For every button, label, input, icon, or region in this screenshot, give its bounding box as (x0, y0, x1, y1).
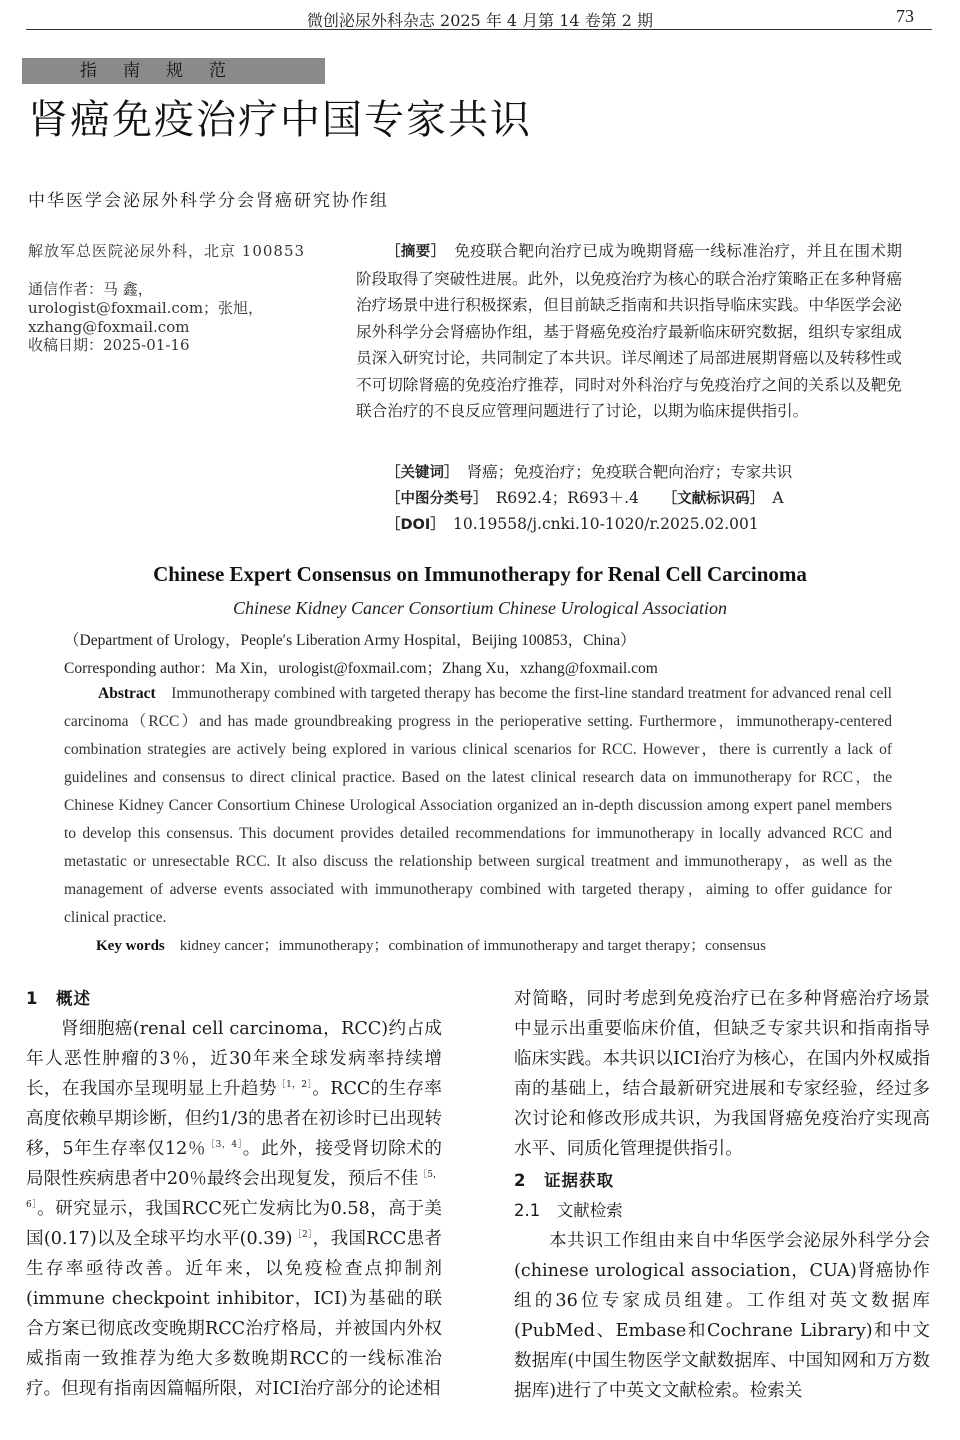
english-keywords-text: kidney cancer；immunotherapy；combination of immunotherapy and target therapy；consensus (179, 938, 766, 954)
author-group: 中华医学会泌尿外科学分会肾癌研究协作组 (28, 191, 389, 211)
keywords-cn (386, 460, 792, 482)
clc-value: R692.4；R693＋.4 (495, 489, 639, 507)
english-abstract-label: Abstract (98, 685, 156, 702)
abstract-cn-text: 免疫联合靶向治疗已成为晚期肾癌一线标准治疗，并且在围术期阶段取得了突破性进展。此外，以免疫治疗为核心的联合治疗策略正在多种肾癌治疗场景中进行积极探索，但目前缺乏指南和共识指导临床实践。中华医学会泌尿外科学分会肾癌协作组，基于肾癌免疫治疗最新临床研究数据，组织专家组成员深入研究讨论，共同制定了本共识。详尽阐述了局部进展期肾癌以及转移性或不可切除肾癌的免疫治疗推荐，同时对外科治疗与免疫治疗之间的关系以及靶免联合治疗的不良反应管理问题进行了讨论，以期为临床提供指引。 (356, 242, 902, 420)
section-2-heading: 2 证据获取 (514, 1171, 614, 1190)
keywords-cn-label: ［关键词］ (386, 465, 452, 481)
affiliation: 解放军总医院泌尿外科，北京 100853 (28, 242, 306, 260)
page-number: 73 (896, 6, 914, 26)
section-2-1-paragraph: 本共识工作组由来自中华医学会泌尿外科学分会(chinese urological association，CUA)肾癌协作组的36位专家成员组建。工作组对英文数据库(PubMed、Embase和Cochrane Library)和中文数据库(中国生物医学文献数据库、中国知网和万方数据库)进行了中英文文献检索。检索关 (514, 1231, 930, 1401)
english-title: Chinese Expert Consensus on Immunotherapy for Renal Cell Carcinoma (153, 562, 807, 586)
english-authors: Chinese Kidney Cancer Consortium Chinese Urological Association (233, 598, 727, 618)
para-text: ，我国RCC患者生存率亟待改善。近年来，以免疫检查点抑制剂(immune checkpoint inhibitor，ICI)为基础的联合方案已彻底改变晚期RCC治疗格局，并被国内外权威指南一致推荐为绝大多数晚期RCC的一线标准治疗。但现有指南因篇幅所限，对ICI治疗部分的论述相 (26, 1229, 442, 1399)
english-affiliation: （Department of Urology，People′s Liberation Army Hospital，Beijing 100853，China） (64, 632, 636, 649)
clc-label: ［中图分类号］ (386, 491, 481, 507)
doi-line (386, 512, 759, 534)
header-rule (26, 29, 932, 30)
english-corresponding: Corresponding author：Ma Xin，urologist@foxmail.com；Zhang Xu，xzhang@foxmail.com (64, 660, 658, 677)
english-keywords (96, 934, 766, 955)
doi-label: ［DOI］ (386, 517, 438, 533)
received-date: 收稿日期：2025-01-16 (28, 336, 190, 354)
english-abstract-text: Immunotherapy combined with targeted therapy has become the first-line standard treatment for advanced renal cell carcinoma（RCC）and has made groundbreaking progress in the perioperative setting. Furthermore，immunotherapy-centered combination strategies are actively being explored in various clinical scenarios for RCC. However，there is currently a lack of guidelines and consensus to direct clinical practice. Based on the latest clinical research data on immunotherapy for RCC，the Chinese Kidney Cancer Consortium Chinese Urological Association organized an in-depth discussion among expert panel members to develop this consensus. This document provides detailed recommendations for immunotherapy in locally advanced RCC and metastatic or unresectable RCC. It also discuss the relationship between surgical treatment and immunotherapy，as well as the management of adverse events associated with immunotherapy combined with targeted therapy，aiming to offer guidance for clinical practice. (64, 685, 892, 926)
para-text: 。研究显示，我国RCC死亡发病比为0.58，高于美国(0.17)以及全球平均水平(0.39) (26, 1199, 442, 1249)
citation[interactable]: ［2］ (292, 1230, 313, 1241)
citation[interactable]: ［5，6］ (26, 1170, 442, 1211)
classification-line (386, 486, 784, 508)
citation[interactable]: ［3，4］ (206, 1140, 243, 1151)
keywords-cn-text: 肾癌；免疫治疗；免疫联合靶向治疗；专家共识 (466, 463, 793, 481)
section-1-heading: 1 概述 (26, 989, 91, 1008)
doi-value[interactable]: 10.19558/j.cnki.10-1020/r.2025.02.001 (453, 515, 759, 533)
english-abstract (64, 680, 892, 932)
abstract-cn-label: ［摘要］ (386, 244, 439, 260)
page-title: 肾癌免疫治疗中国专家共识 (28, 97, 532, 143)
english-keywords-label: Key words (96, 938, 165, 954)
doc-code-value: A (772, 489, 784, 507)
citation[interactable]: ［1，2］ (276, 1080, 313, 1091)
body-column-left (26, 984, 442, 1404)
section-1-paragraph (26, 1014, 442, 1404)
journal-header: 微创泌尿外科杂志 2025 年 4 月第 14 卷第 2 期 (306, 11, 654, 30)
para-text: 。此外，接受肾切除术的局限性疾病患者中20％最终会出现复发，预后不佳 (26, 1139, 442, 1189)
abstract-cn (356, 238, 902, 425)
body-column-right (514, 984, 930, 1406)
para-text: 肾细胞癌(renal cell carcinoma，RCC)约占成年人恶性肿瘤的3％，近30年来全球发病率持续增长，在我国亦呈现明显上升趋势 (26, 1019, 442, 1099)
section-1-paragraph-continued: 对简略，同时考虑到免疫治疗已在多种肾癌治疗场景中显示出重要临床价值，但缺乏专家共识和指南指导临床实践。本共识以ICI治疗为核心，在国内外权威指南的基础上，结合最新研究进展和专家经验，经过多次讨论和修改形成共识，为我国肾癌免疫治疗实现高水平、同质化管理提供指引。 (514, 989, 930, 1159)
doc-code-label: ［文献标识码］ (669, 491, 757, 507)
section-2-1-heading: 2.1 文献检索 (514, 1201, 623, 1220)
para-text: 。RCC的生存率高度依赖早期诊断，但约1/3的患者在初诊时已出现转移，5年生存率仅12％ (26, 1079, 442, 1159)
section-tag: 指南规范 (22, 58, 325, 84)
corresponding-author: 通信作者：马 鑫，urologist@foxmail.com；张旭，xzhang@foxmail.com (28, 280, 264, 336)
